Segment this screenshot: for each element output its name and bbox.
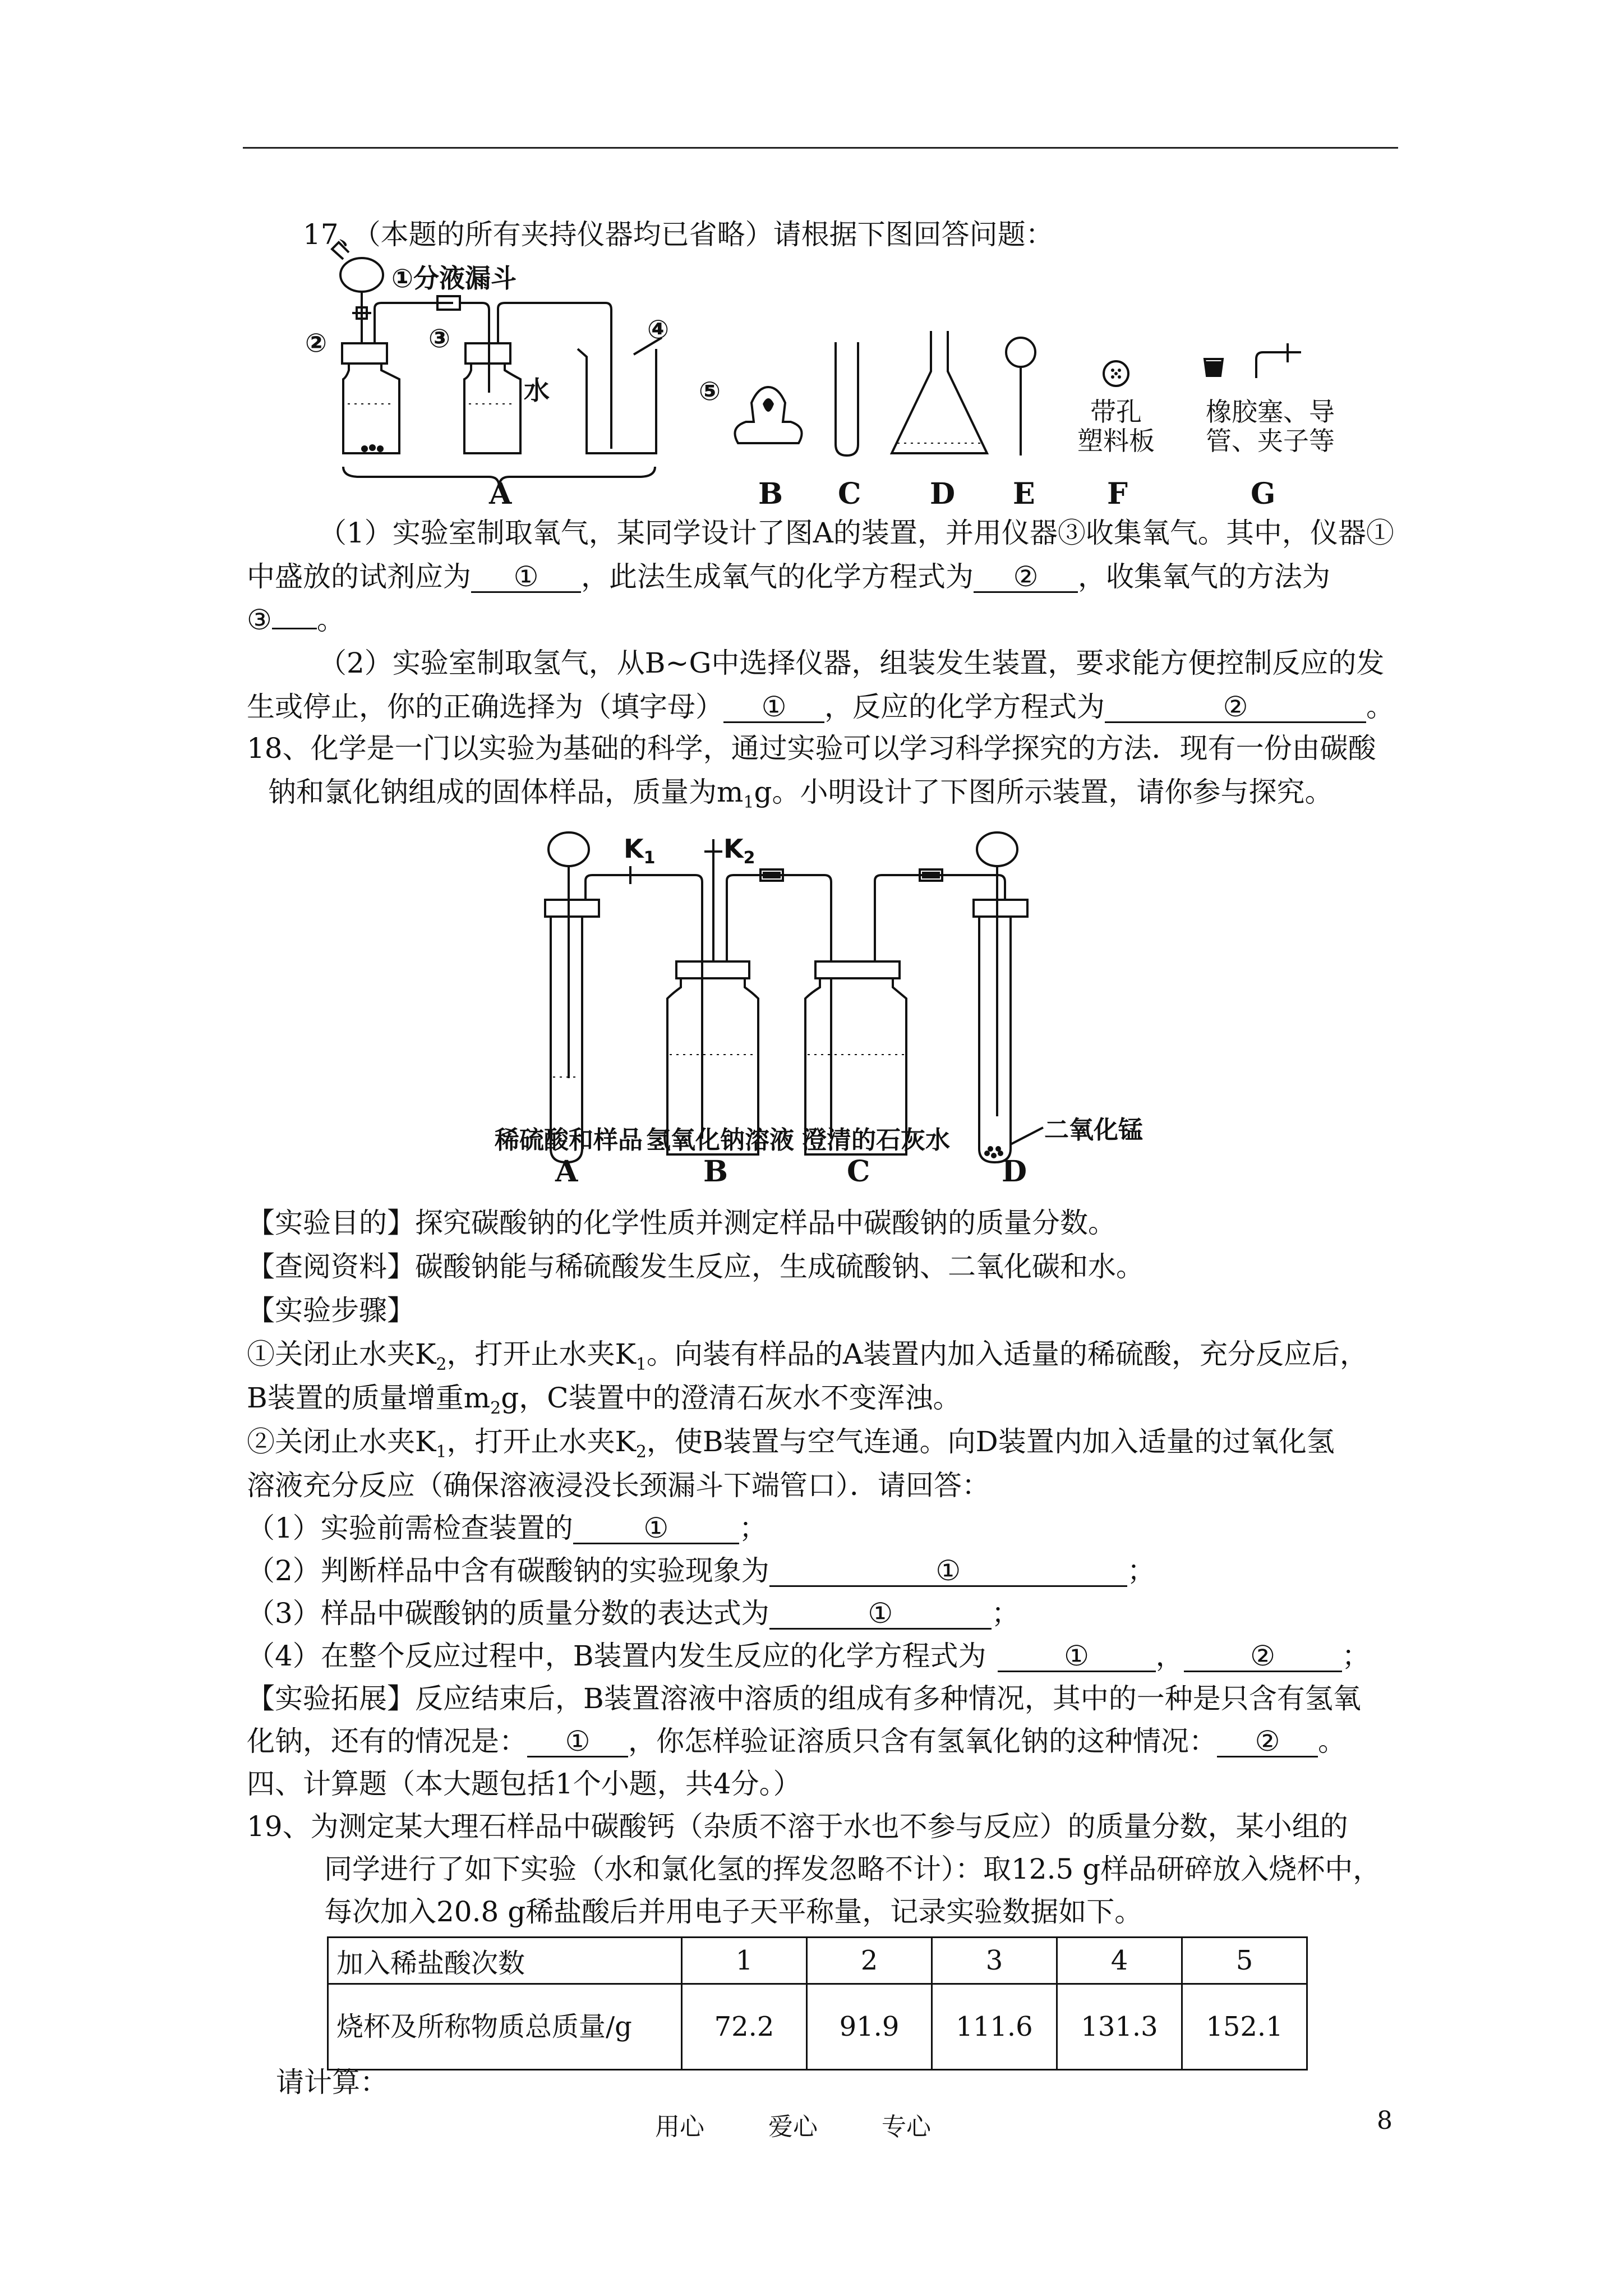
blank-q18-3[interactable]: ①	[769, 1599, 992, 1630]
q18-line1: 18、化学是一门以实验为基础的科学，通过实验可以学习科学探究的方法．现有一份由碳酸	[247, 732, 1376, 765]
blank-q17-2-equation[interactable]: ②	[1105, 692, 1366, 723]
footer-middle: 爱心	[768, 2113, 818, 2141]
label-naoh-solution: 氢氧化钠溶液	[646, 1126, 794, 1154]
fig-letter-d: D	[930, 477, 956, 511]
blank-q17-1-equation[interactable]: ②	[974, 562, 1078, 593]
table-cell: 72.2	[682, 1984, 807, 2070]
q18-reference: 【查阅资料】碳酸钠能与稀硫酸发生反应，生成硫酸钠、二氧化碳和水。	[247, 1250, 1144, 1283]
q19-prompt: 请计算：	[276, 2066, 388, 2099]
table-cell: 2	[807, 1938, 932, 1984]
label-g-line2: 管、夹子等	[1206, 426, 1335, 456]
label-k2: $K_2$	[723, 834, 755, 868]
q17-p2-line1: （2）实验室制取氢气，从B~G中选择仪器，组装发生装置，要求能方便控制反应的发	[319, 647, 1385, 679]
section4-title: 四、计算题（本大题包括1个小题，共4分。）	[247, 1768, 801, 1800]
fig2-letter-b: B	[703, 1154, 728, 1189]
label-funnel: ①分液漏斗	[391, 263, 517, 293]
page-number: 8	[1377, 2106, 1393, 2135]
label-f-line2: 塑料板	[1077, 426, 1155, 456]
table-cell: 5	[1182, 1938, 1307, 1984]
q18-extension-line2: 化钠，还有的情况是： ① ，你怎样验证溶质只含有氢氧化钠的这种情况： ② 。	[247, 1725, 1346, 1757]
label-circled-2: ②	[305, 328, 327, 358]
q17-p2-line2: 生或停止，你的正确选择为（填字母） ① ，反应的化学方程式为 ② 。	[247, 691, 1394, 723]
table-cell: 152.1	[1182, 1984, 1307, 2070]
footer-right: 专心	[882, 2113, 931, 2141]
fig-letter-b: B	[758, 477, 783, 511]
q18-step2-line2: 溶液充分反应（确保溶液浸没长颈漏斗下端管口）．请回答：	[247, 1469, 990, 1502]
fig2-letter-d: D	[1002, 1154, 1027, 1189]
q18-step1: ①关闭止水夹$K_2$，打开止水夹$K_1$。向装有样品的A装置内加入适量的稀硫酸，充分反应后，	[247, 1338, 1368, 1374]
fig-letter-e: E	[1013, 477, 1035, 511]
q18-step2: ②关闭止水夹$K_1$，打开止水夹$K_2$，使B装置与空气连通。向D装置内加入适量的过氧化氢	[247, 1425, 1335, 1462]
q19-line3: 每次加入20.8 g稀盐酸后并用电子天平称量，记录实验数据如下。	[324, 1895, 1143, 1928]
q18-q3: （3）样品中碳酸钠的质量分数的表达式为 ① ；	[247, 1597, 1020, 1630]
table-header-count: 加入稀盐酸次数	[328, 1938, 682, 1984]
q18-extension-line1: 【实验拓展】反应结束后，B装置溶液中溶质的组成有多种情况，其中的一种是只含有氢氧	[247, 1682, 1361, 1715]
q17-intro: 17、（本题的所有夹持仪器均已省略）请根据下图回答问题：	[303, 218, 1054, 251]
label-circled-5: ⑤	[699, 376, 721, 406]
table-cell: 3	[932, 1938, 1057, 1984]
blank-q17-2-choice[interactable]: ①	[723, 692, 824, 723]
fig-letter-c: C	[838, 477, 861, 511]
blank-q17-1-reagent[interactable]: ①	[471, 562, 581, 593]
blank-q18-ext-2[interactable]: ②	[1217, 1727, 1318, 1757]
fig2-letter-a: A	[555, 1154, 578, 1189]
table-cell: 4	[1057, 1938, 1182, 1984]
q19-data-table	[327, 1936, 1308, 2070]
fig-letter-g: G	[1251, 477, 1276, 511]
table-row	[328, 1984, 1307, 2070]
q17-p1-line3: ③ 。	[247, 604, 345, 636]
label-sulfuric-acid-sample: 稀硫酸和样品	[495, 1126, 643, 1154]
q18-purpose: 【实验目的】探究碳酸钠的化学性质并测定样品中碳酸钠的质量分数。	[247, 1207, 1116, 1239]
label-mno2: 二氧化锰	[1044, 1116, 1143, 1144]
label-circled-4: ④	[647, 314, 669, 344]
q18-q1: （1）实验前需检查装置的 ① ；	[247, 1512, 767, 1544]
table-cell: 111.6	[932, 1984, 1057, 2070]
label-f-line1: 带孔	[1090, 397, 1142, 427]
q19-line2: 同学进行了如下实验（水和氯化氢的挥发忽略不计）：取12.5 g样品研碎放入烧杯中，	[324, 1853, 1381, 1885]
q17-p1-line1: （1）实验室制取氧气，某同学设计了图A的装置，并用仪器③收集氧气。其中，仪器①	[319, 517, 1394, 549]
q18-q2: （2）判断样品中含有碳酸钠的实验现象为 ① ；	[247, 1554, 1155, 1587]
footer-left: 用心	[655, 2113, 704, 2141]
q18-q4: （4）在整个反应过程中，B装置内发生反应的化学方程式为 ① ， ② ；	[247, 1640, 1370, 1672]
blank-q18-ext-1[interactable]: ①	[527, 1727, 628, 1757]
table-cell: 91.9	[807, 1984, 932, 2070]
q18-step1-line2: B装置的质量增重$m_2g$，C装置中的澄清石灰水不变浑浊。	[247, 1382, 961, 1418]
q18-line2: 钠和氯化钠组成的固体样品，质量为$m_1g$。小明设计了下图所示装置，请你参与探究。	[268, 776, 1333, 812]
q18-steps-title: 【实验步骤】	[247, 1294, 415, 1327]
label-g-line1: 橡胶塞、导	[1206, 397, 1335, 427]
table-header-mass: 烧杯及所称物质总质量/g	[328, 1984, 682, 2070]
label-k1: $K_1$	[624, 834, 656, 868]
label-circled-3: ③	[428, 323, 450, 353]
label-limewater: 澄清的石灰水	[802, 1126, 950, 1154]
table-cell: 1	[682, 1938, 807, 1984]
q19-line1: 19、为测定某大理石样品中碳酸钙（杂质不溶于水也不参与反应）的质量分数，某小组的	[247, 1810, 1348, 1843]
blank-q18-1[interactable]: ①	[573, 1513, 739, 1544]
blank-q18-2[interactable]: ①	[769, 1556, 1127, 1587]
table-row	[328, 1938, 1307, 1984]
table-cell: 131.3	[1057, 1984, 1182, 2070]
blank-q18-4a[interactable]: ①	[998, 1641, 1156, 1672]
q17-p1-line2: 中盛放的试剂应为 ① ，此法生成氧气的化学方程式为 ② ，收集氧气的方法为	[247, 560, 1330, 593]
fig2-letter-c: C	[847, 1154, 870, 1189]
label-water: 水	[524, 375, 550, 406]
blank-q18-4b[interactable]: ②	[1184, 1641, 1342, 1672]
fig-letter-f: F	[1107, 477, 1128, 511]
fig-letter-a: A	[489, 477, 512, 511]
